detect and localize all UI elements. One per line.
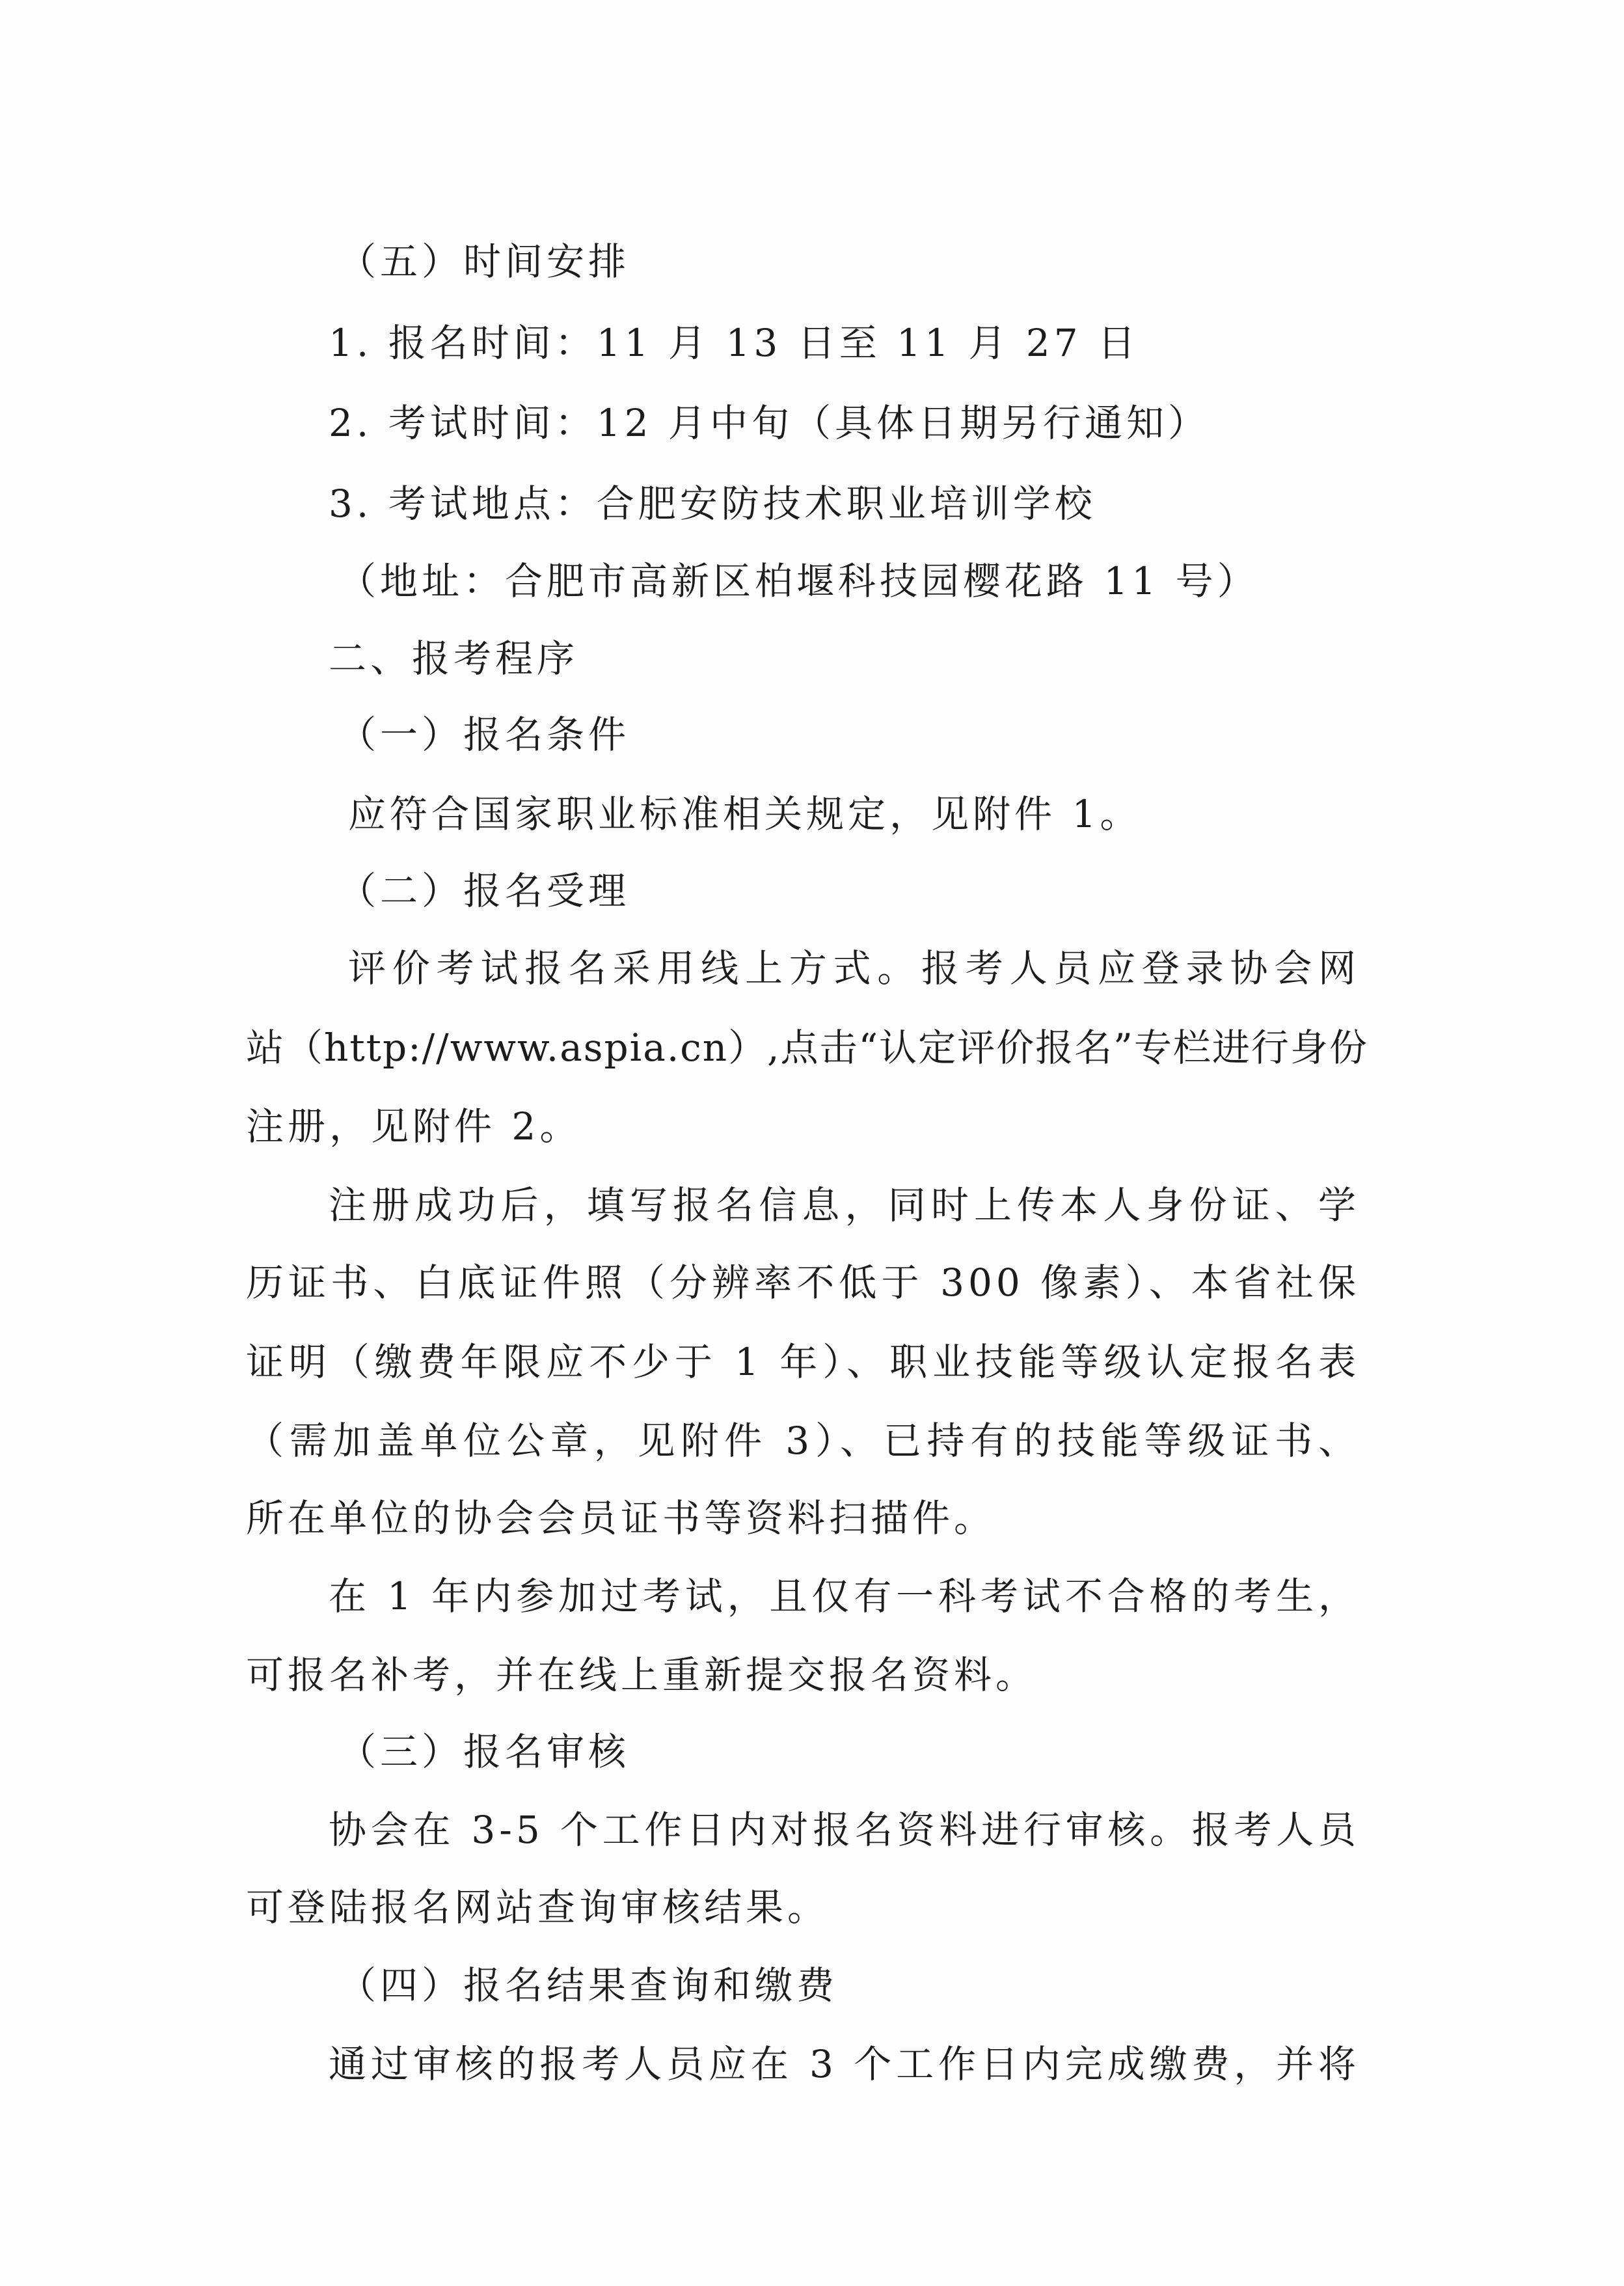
paragraph-payment-line-1: 通过审核的报考人员应在 3 个工作日内完成缴费，并将 xyxy=(329,2042,1360,2086)
subheading-payment: （四）报名结果查询和缴费 xyxy=(338,1963,839,2007)
paragraph-acceptance-line-2: 站（http://www.aspia.cn）,点击“认定评价报名”专栏进行身份 xyxy=(246,1026,1368,1070)
paragraph-retake-line-2: 可报名补考，并在线上重新提交报名资料。 xyxy=(246,1653,1038,1697)
paragraph-upload-line-4: （需加盖单位公章，见附件 3）、已持有的技能等级证书、 xyxy=(246,1419,1360,1463)
paragraph-review-line-1: 协会在 3-5 个工作日内对报名资料进行审核。报考人员 xyxy=(329,1808,1360,1852)
subheading-conditions: （一）报名条件 xyxy=(338,713,630,757)
paragraph-review-line-2: 可登陆报名网站查询审核结果。 xyxy=(246,1885,830,1929)
paragraph-acceptance-line-1: 评价考试报名采用线上方式。报考人员应登录协会网 xyxy=(348,946,1360,990)
subheading-acceptance: （二）报名受理 xyxy=(338,869,630,913)
paragraph-upload-line-3: 证明（缴费年限应不少于 1 年）、职业技能等级认定报名表 xyxy=(246,1340,1360,1384)
paragraph-acceptance-line-3: 注册，见附件 2。 xyxy=(246,1104,582,1149)
paragraph-upload-line-5: 所在单位的协会会员证书等资料扫描件。 xyxy=(246,1496,996,1540)
section-heading-schedule: （五）时间安排 xyxy=(338,239,630,284)
list-item-exam-location: 3. 考试地点：合肥安防技术职业培训学校 xyxy=(329,482,1096,526)
section-heading-procedure: 二、报考程序 xyxy=(329,636,579,681)
paragraph-upload-line-1: 注册成功后，填写报名信息，同时上传本人身份证、学 xyxy=(329,1183,1360,1227)
list-item-registration-time: 1. 报名时间：11 月 13 日至 11 月 27 日 xyxy=(329,321,1140,365)
paragraph-conditions: 应符合国家职业标准相关规定，见附件 1。 xyxy=(348,792,1142,836)
paragraph-upload-line-2: 历证书、白底证件照（分辨率不低于 300 像素）、本省社保 xyxy=(246,1260,1360,1305)
list-item-exam-time: 2. 考试时间：12 月中旬（具体日期另行通知） xyxy=(329,401,1210,445)
paragraph-retake-line-1: 在 1 年内参加过考试，且仅有一科考试不合格的考生， xyxy=(329,1574,1360,1618)
address-line: （地址：合肥市高新区柏堰科技园樱花路 11 号） xyxy=(338,559,1259,603)
subheading-review: （三）报名审核 xyxy=(338,1730,630,1774)
